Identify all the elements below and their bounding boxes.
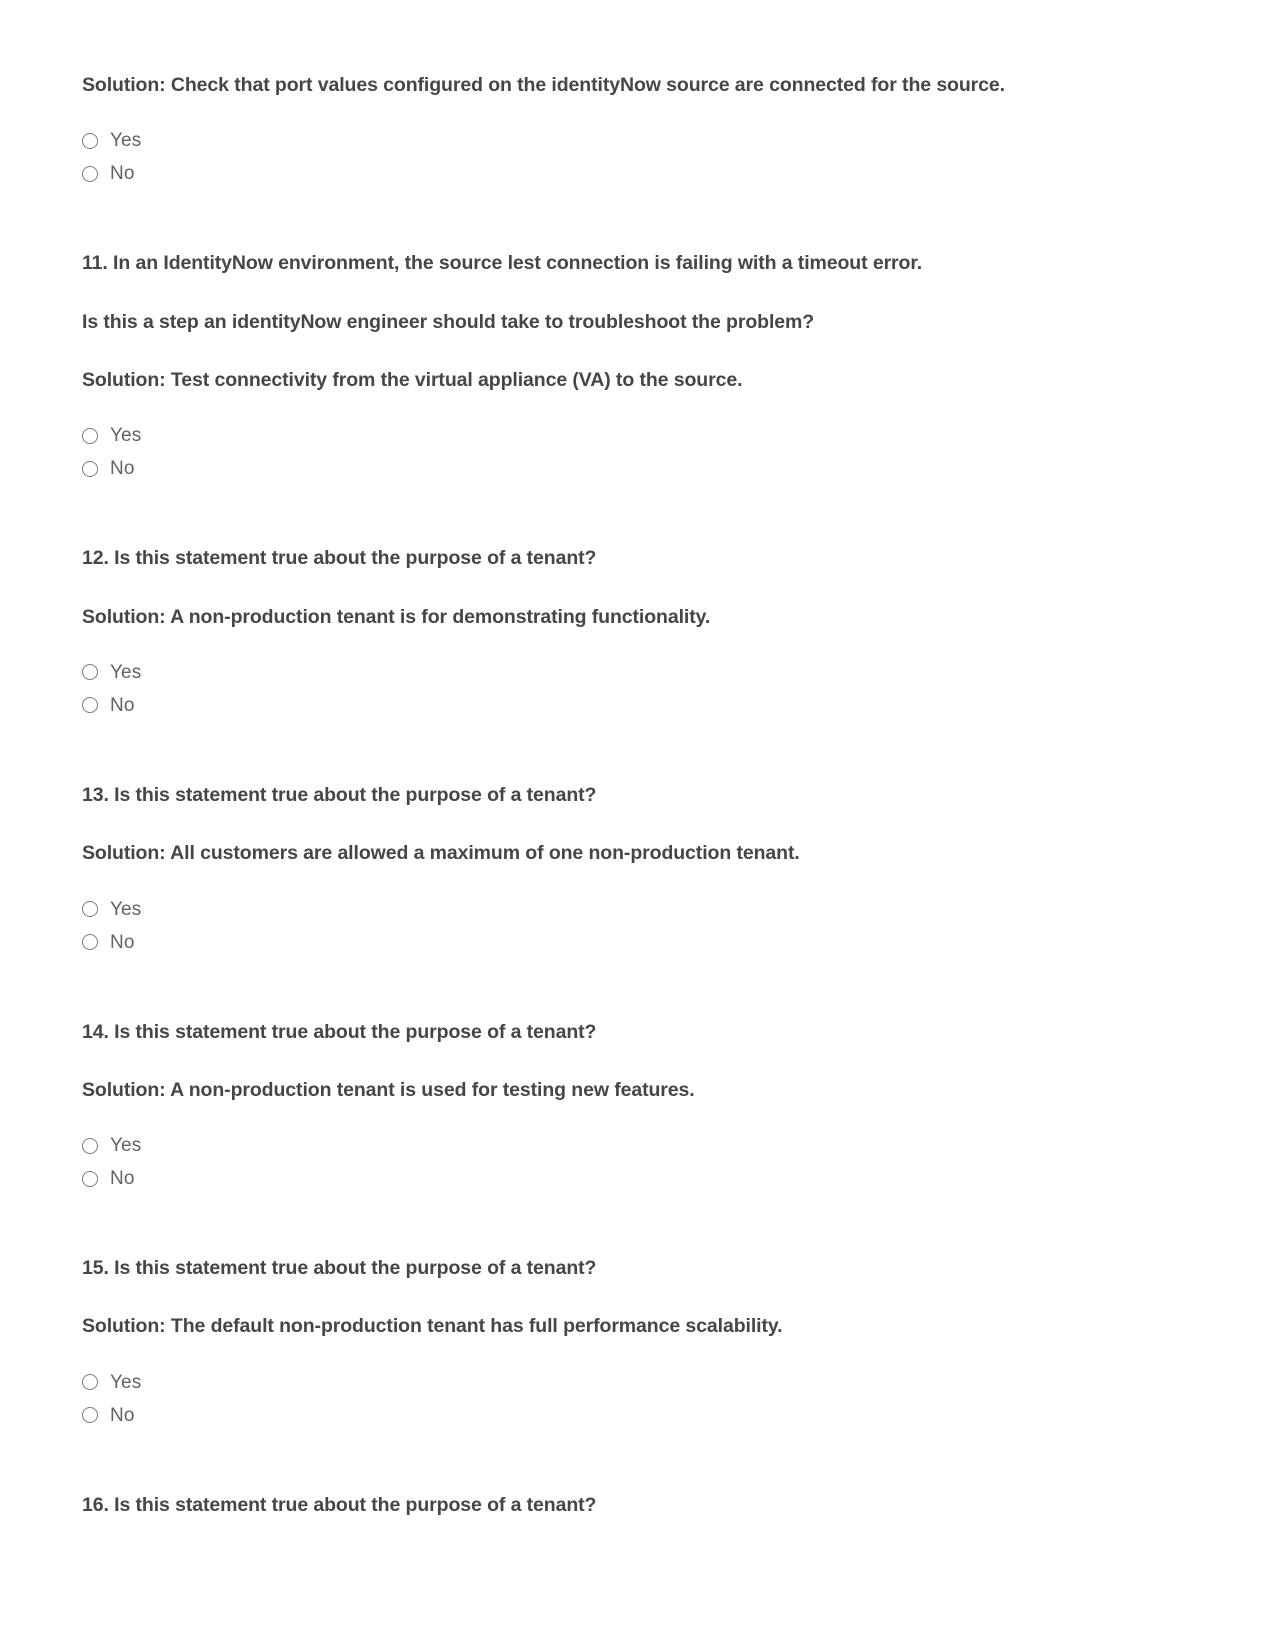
question-list xyxy=(82,72,1152,1550)
radio-button-icon[interactable] xyxy=(82,1407,98,1423)
radio-button-icon[interactable] xyxy=(82,1171,98,1187)
spacer xyxy=(82,1103,1152,1129)
option-label: Yes xyxy=(110,1371,142,1393)
radio-button-icon[interactable] xyxy=(82,428,98,444)
radio-button-icon[interactable] xyxy=(82,664,98,680)
spacer xyxy=(82,98,1152,124)
spacer xyxy=(82,1045,1152,1077)
spacer xyxy=(82,1518,1152,1550)
radio-button-icon[interactable] xyxy=(82,133,98,149)
spacer xyxy=(82,1340,1152,1366)
spacer xyxy=(82,1432,1152,1492)
spacer xyxy=(82,1281,1152,1313)
spacer xyxy=(82,335,1152,367)
question-block xyxy=(82,1255,1152,1432)
option-label: No xyxy=(110,694,135,716)
option-no[interactable] xyxy=(82,1399,1152,1432)
option-yes[interactable] xyxy=(82,1366,1152,1399)
question-subprompt: Is this a step an identityNow engineer should take to troubleshoot the problem? xyxy=(82,310,815,333)
option-no[interactable] xyxy=(82,452,1152,485)
spacer xyxy=(82,808,1152,840)
answer-options-4 xyxy=(82,1129,1152,1195)
spacer xyxy=(82,572,1152,604)
radio-button-icon[interactable] xyxy=(82,1374,98,1390)
option-no[interactable] xyxy=(82,926,1152,959)
option-yes[interactable] xyxy=(82,893,1152,926)
spacer xyxy=(82,485,1152,545)
spacer xyxy=(82,277,1152,309)
answer-options-0 xyxy=(82,124,1152,190)
question-stem: 14. Is this statement true about the purpose of a tenant? xyxy=(82,1020,597,1043)
option-no[interactable] xyxy=(82,689,1152,722)
spacer xyxy=(82,722,1152,782)
question-block xyxy=(82,1492,1152,1550)
answer-options-2 xyxy=(82,656,1152,722)
spacer xyxy=(82,393,1152,419)
option-yes[interactable] xyxy=(82,124,1152,157)
spacer xyxy=(82,959,1152,1019)
question-block xyxy=(82,782,1152,959)
option-no[interactable] xyxy=(82,157,1152,190)
option-yes[interactable] xyxy=(82,419,1152,452)
radio-button-icon[interactable] xyxy=(82,901,98,917)
question-stem: 13. Is this statement true about the purpose of a tenant? xyxy=(82,783,597,806)
question-stem: 11. In an IdentityNow environment, the source lest connection is failing with a timeout error. xyxy=(82,252,923,275)
option-label: No xyxy=(110,1168,135,1190)
question-stem: 16. Is this statement true about the purpose of a tenant? xyxy=(82,1493,597,1516)
radio-button-icon[interactable] xyxy=(82,166,98,182)
radio-button-icon[interactable] xyxy=(82,934,98,950)
solution-statement: Solution: A non-production tenant is for demonstrating functionality. xyxy=(82,605,711,628)
option-label: Yes xyxy=(110,425,142,447)
question-stem: 12. Is this statement true about the purpose of a tenant? xyxy=(82,547,597,570)
option-label: Yes xyxy=(110,130,142,152)
option-label: No xyxy=(110,458,135,480)
question-block xyxy=(82,545,1152,722)
answer-options-5 xyxy=(82,1366,1152,1432)
option-yes[interactable] xyxy=(82,1129,1152,1162)
solution-statement: Solution: Test connectivity from the virtual appliance (VA) to the source. xyxy=(82,368,743,391)
option-yes[interactable] xyxy=(82,656,1152,689)
option-label: Yes xyxy=(110,1135,142,1157)
spacer xyxy=(82,630,1152,656)
option-label: No xyxy=(110,1404,135,1426)
radio-button-icon[interactable] xyxy=(82,1138,98,1154)
spacer xyxy=(82,190,1152,250)
option-no[interactable] xyxy=(82,1162,1152,1195)
answer-options-3 xyxy=(82,893,1152,959)
question-stem: 15. Is this statement true about the purpose of a tenant? xyxy=(82,1257,597,1280)
solution-statement: Solution: All customers are allowed a maximum of one non-production tenant. xyxy=(82,842,800,865)
spacer xyxy=(82,1195,1152,1255)
question-block xyxy=(82,250,1152,485)
option-label: Yes xyxy=(110,661,142,683)
question-block xyxy=(82,72,1152,190)
option-label: No xyxy=(110,163,135,185)
solution-statement: Solution: Check that port values configured on the identityNow source are connected for the source. xyxy=(82,74,1005,96)
radio-button-icon[interactable] xyxy=(82,697,98,713)
solution-statement: Solution: The default non-production tenant has full performance scalability. xyxy=(82,1315,783,1338)
option-label: No xyxy=(110,931,135,953)
answer-options-1 xyxy=(82,419,1152,485)
option-label: Yes xyxy=(110,898,142,920)
question-block xyxy=(82,1019,1152,1196)
radio-button-icon[interactable] xyxy=(82,461,98,477)
spacer xyxy=(82,867,1152,893)
solution-statement: Solution: A non-production tenant is used for testing new features. xyxy=(82,1078,695,1101)
